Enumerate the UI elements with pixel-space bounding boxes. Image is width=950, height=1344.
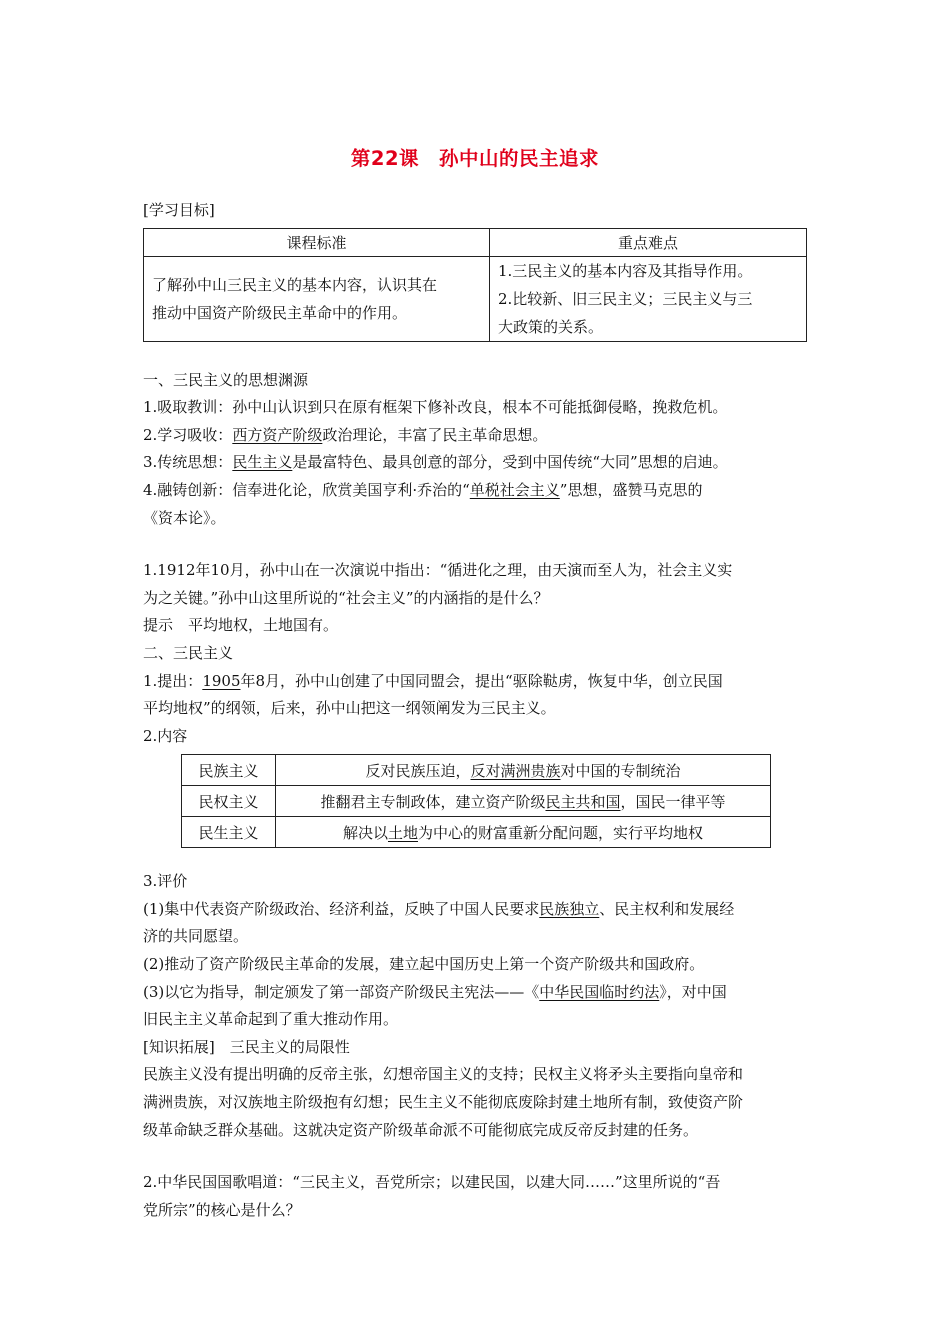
page-title: 第22课 孙中山的民主追求	[350, 147, 600, 170]
underlined-term: 民主共和国	[545, 792, 621, 811]
goals-col2-line: 2.比较新、旧三民主义；三民主义与三	[498, 290, 753, 308]
underlined-term: 中华民国临时约法	[539, 983, 660, 1001]
question2-line2: 党所宗”的核心是什么？	[143, 1201, 301, 1219]
goals-col2-cell	[490, 257, 807, 342]
extension-line3: 级革命缺乏群众基础。这就决定资产阶级革命派不可能彻底完成反帝反封建的任务。	[143, 1121, 699, 1139]
content-row	[182, 755, 771, 786]
goals-col2-header: 重点难点	[490, 229, 807, 257]
evaluation-3-cont: 旧民主主义革命起到了重大推动作用。	[143, 1010, 399, 1028]
section2-p2: 2.内容	[143, 727, 188, 745]
content-table	[181, 754, 771, 848]
content-key: 民权主义	[182, 786, 276, 817]
section1-item4-cont: 《资本论》。	[143, 509, 226, 527]
content-row	[182, 786, 771, 817]
evaluation-2: (2)推动了资产阶级民主革命的发展，建立起中国历史上第一个资产阶级共和国政府。	[143, 955, 705, 973]
evaluation-3: (3)以它为指导，制定颁发了第一部资产阶级民主宪法——《中华民国临时约法》，对中国	[143, 983, 727, 1001]
goals-table	[143, 228, 807, 342]
extension-line2: 满洲贵族，对汉族地主阶级抱有幻想；民生主义不能彻底废除封建土地所有制，致使资产阶	[143, 1093, 744, 1111]
underlined-term: 单税社会主义	[469, 481, 560, 499]
section1-heading: 一、三民主义的思想渊源	[143, 371, 309, 389]
extension-line1: 民族主义没有提出明确的反帝主张，幻想帝国主义的支持；民权主义将矛头主要指向皇帝和	[143, 1065, 744, 1083]
goals-col2-line: 1.三民主义的基本内容及其指导作用。	[498, 262, 753, 280]
goals-col1-cell	[144, 257, 490, 342]
section2-p1-cont: 平均地权”的纲领，后来，孙中山把这一纲领阐发为三民主义。	[143, 699, 556, 717]
underlined-term: 民族独立	[539, 900, 600, 918]
question1-hint: 提示 平均地权，土地国有。	[143, 616, 339, 634]
content-value: 推翻君主专制政体，建立资产阶级民主共和国，国民一律平等	[276, 786, 771, 817]
goals-label: [学习目标]	[143, 201, 215, 219]
section1-item1: 1.吸取教训：孙中山认识到只在原有框架下修补改良，根本不可能抵御侵略，挽救危机。	[143, 398, 728, 416]
content-key: 民生主义	[182, 817, 276, 848]
content-row	[182, 817, 771, 848]
underlined-term: 反对满洲贵族	[470, 761, 561, 780]
extension-title: [知识拓展] 三民主义的局限性	[143, 1038, 350, 1056]
evaluation-1-cont: 济的共同愿望。	[143, 927, 249, 945]
content-value: 解决以土地为中心的财富重新分配问题，实行平均地权	[276, 817, 771, 848]
underlined-term: 西方资产阶级	[232, 426, 323, 444]
content-key: 民族主义	[182, 755, 276, 786]
goals-header-row	[144, 229, 807, 257]
section1-item3: 3.传统思想：民生主义是最富特色、最具创意的部分，受到中国传统“大同”思想的启迪。	[143, 453, 728, 471]
question2-line1: 2.中华民国国歌唱道：“三民主义，吾党所宗；以建民国，以建大同……”这里所说的“吾	[143, 1173, 721, 1191]
section2-p3: 3.评价	[143, 872, 188, 890]
content-value: 反对民族压迫，反对满洲贵族对中国的专制统治	[276, 755, 771, 786]
goals-col1-line: 了解孙中山三民主义的基本内容，认识其在	[152, 276, 438, 294]
question1-line2: 为之关键。”孙中山这里所说的“社会主义”的内涵指的是什么？	[143, 589, 549, 607]
section2-p1: 1.提出：1905年8月，孙中山创建了中国同盟会，提出“驱除鞑虏，恢复中华，创立民国	[143, 672, 723, 690]
goals-col2-line: 大政策的关系。	[498, 318, 604, 336]
goals-col1-header: 课程标准	[144, 229, 490, 257]
underlined-term: 1905	[202, 672, 241, 690]
section2-heading: 二、三民主义	[143, 644, 234, 662]
section1-item2: 2.学习吸收：西方资产阶级政治理论，丰富了民主革命思想。	[143, 426, 548, 444]
underlined-term: 土地	[387, 823, 418, 842]
goals-body-row	[144, 257, 807, 342]
underlined-term: 民生主义	[232, 453, 293, 471]
goals-col1-line: 推动中国资产阶级民主革命中的作用。	[152, 304, 408, 322]
question1-line1: 1.1912年10月，孙中山在一次演说中指出：“循进化之理，由天演而至人为，社会主义实	[143, 561, 733, 579]
evaluation-1: (1)集中代表资产阶级政治、经济利益，反映了中国人民要求民族独立、民主权利和发展经	[143, 900, 735, 918]
section1-item4: 4.融铸创新：信奉进化论，欣赏美国亨利·乔治的“单税社会主义”思想，盛赞马克思的	[143, 481, 703, 499]
